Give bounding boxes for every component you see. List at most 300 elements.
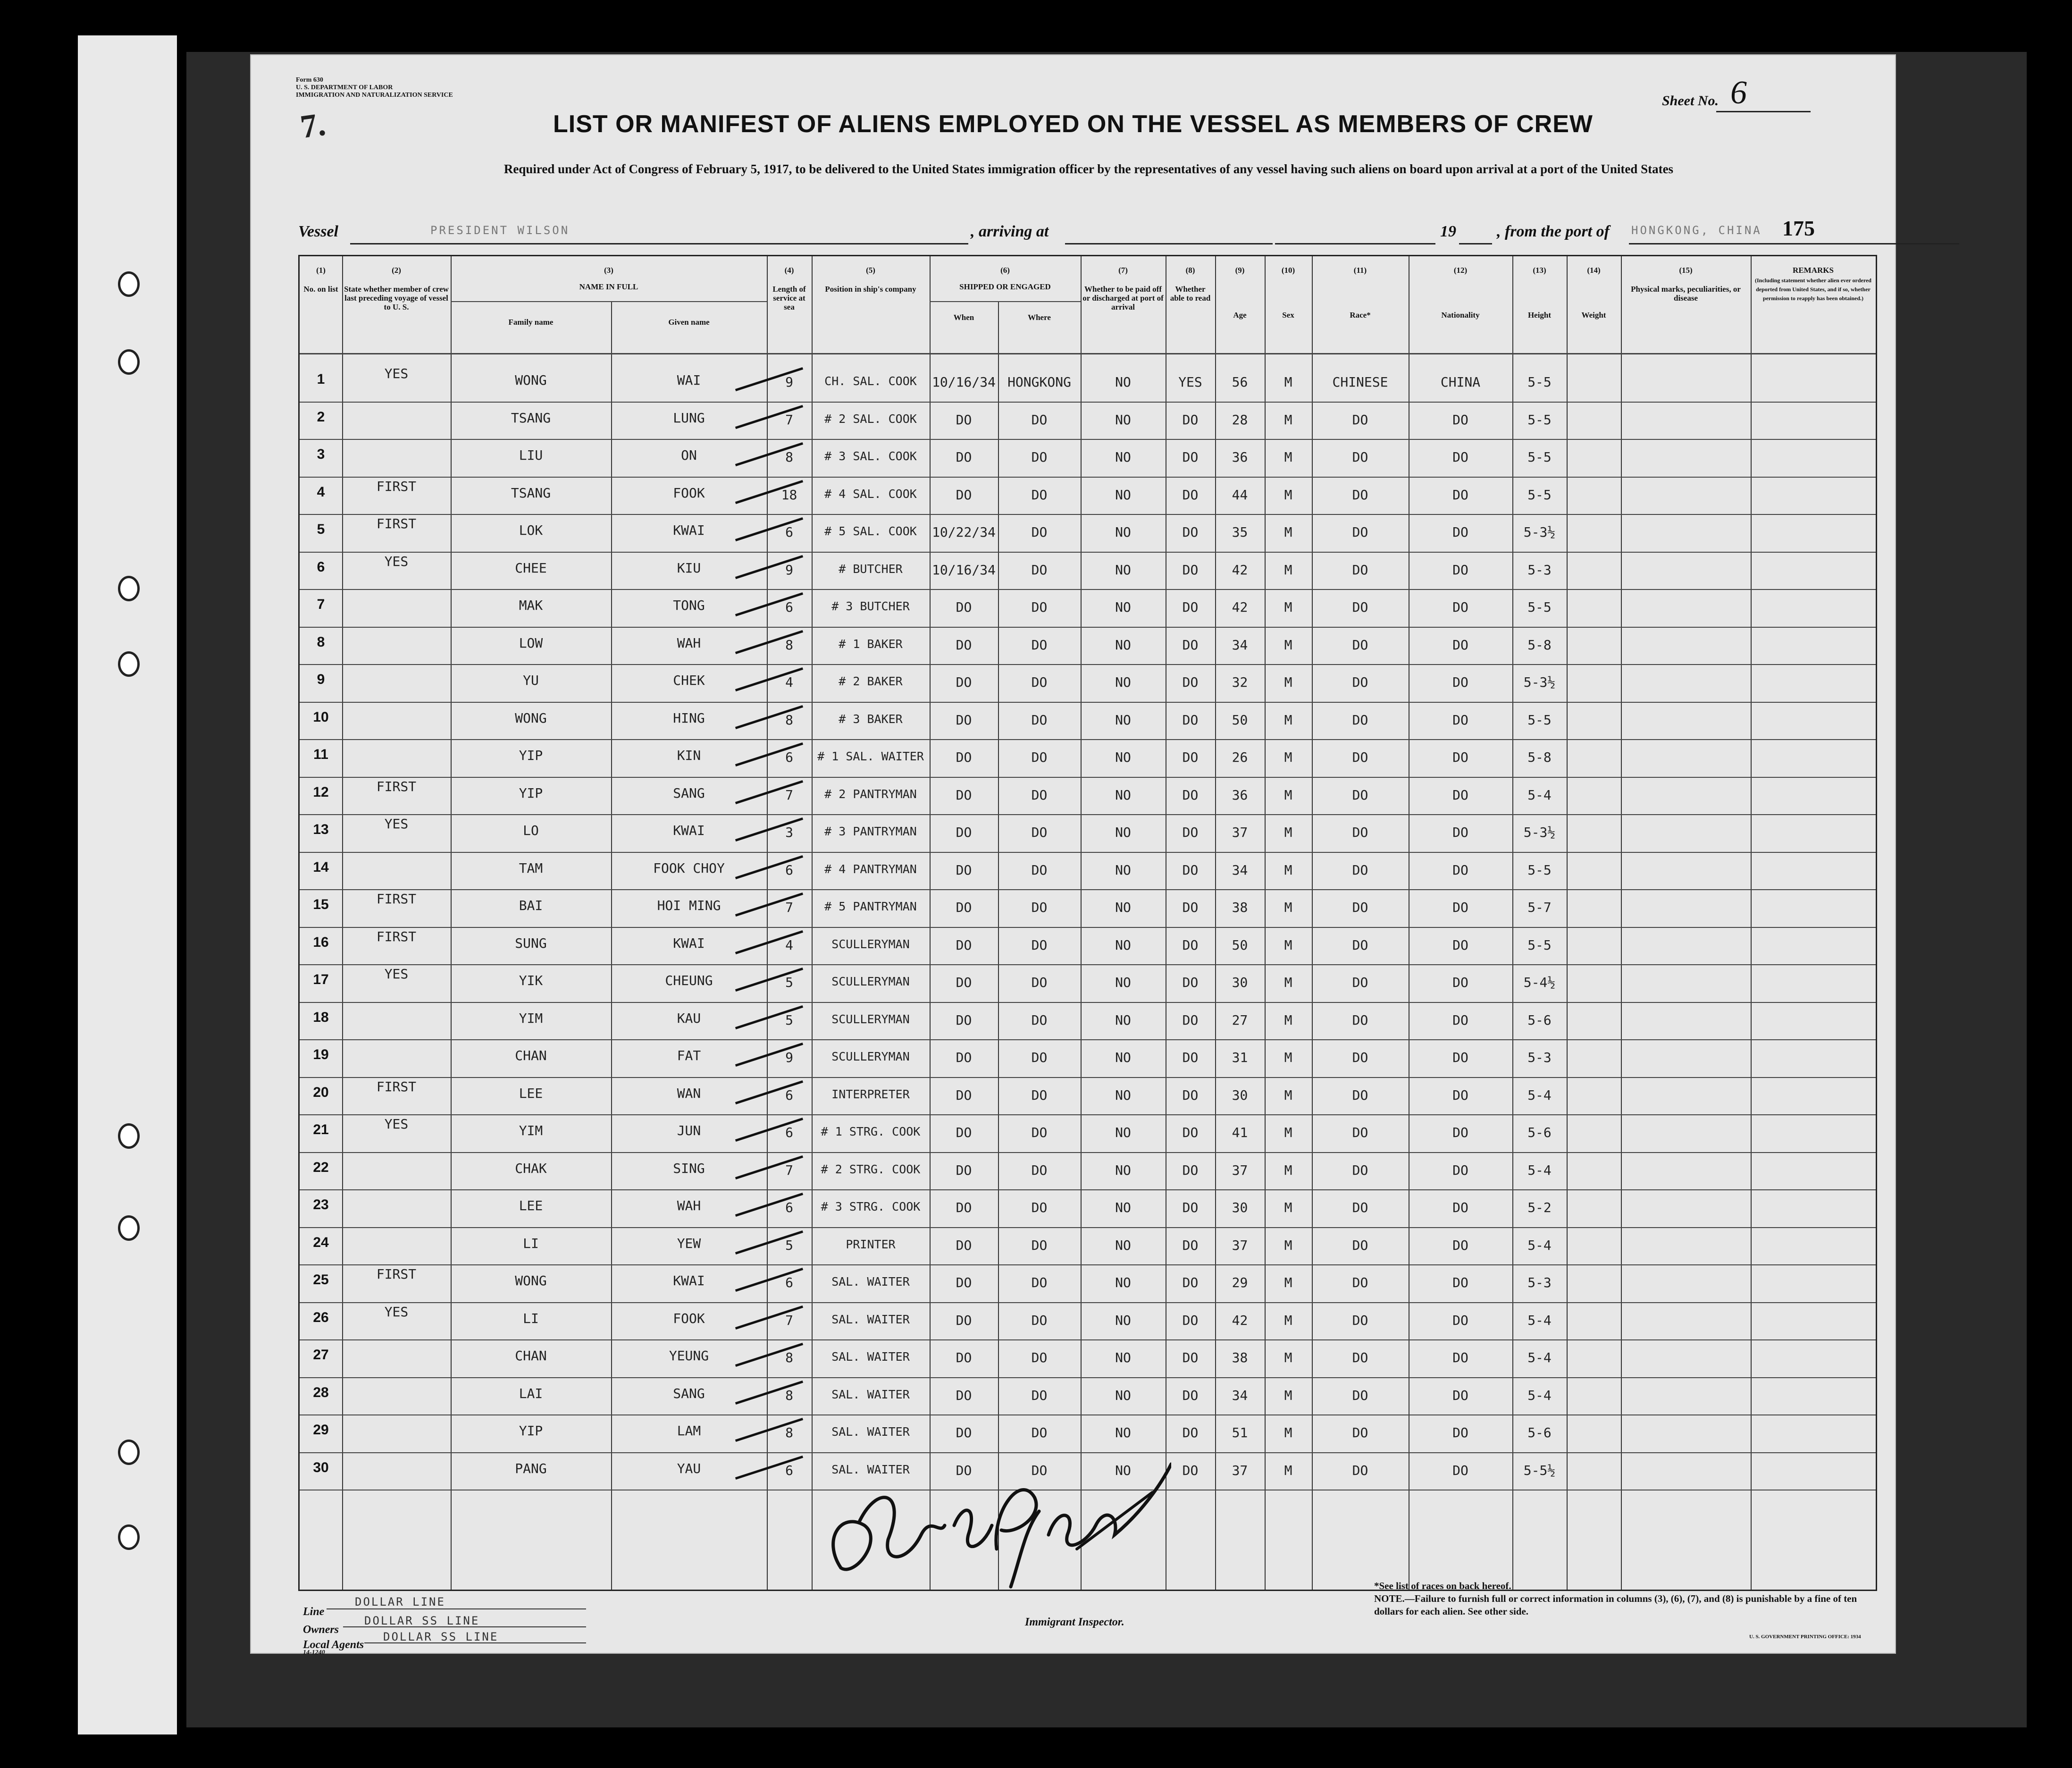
footnote	[1374, 1580, 1870, 1618]
column-number: (14)	[1587, 266, 1601, 275]
cell-position: # 4 PANTRYMAN	[824, 862, 917, 876]
row-number: 12	[313, 784, 329, 800]
row-number: 26	[313, 1309, 329, 1325]
cell-nationality: DO	[1452, 1275, 1468, 1290]
cell-nationality: DO	[1452, 937, 1468, 953]
cell-race: CHINESE	[1332, 374, 1388, 390]
row-rule	[300, 1377, 1876, 1378]
cell-service: 9	[785, 1050, 793, 1065]
from-port-label: , from the port of	[1497, 223, 1610, 240]
cell-family: LO	[523, 823, 539, 838]
cell-position: SAL. WAITER	[831, 1350, 910, 1364]
cell-height: 5-4	[1527, 1237, 1552, 1253]
cell-race: DO	[1352, 1462, 1368, 1478]
column-header: Whether to be paid off or discharged at port of arrival	[1082, 285, 1164, 312]
cell-position: # 3 STRG. COOK	[821, 1200, 921, 1213]
row-number: 5	[317, 522, 325, 537]
cell-position: # 1 SAL. WAITER	[817, 749, 924, 763]
cell-service: 6	[785, 1087, 793, 1103]
cell-where: DO	[1031, 1462, 1048, 1478]
row-rule	[300, 439, 1876, 440]
cell-nationality: DO	[1452, 449, 1468, 465]
cell-paid: NO	[1115, 1350, 1131, 1365]
cell-family: YIK	[519, 973, 543, 988]
cell-where: DO	[1031, 1387, 1048, 1403]
cell-age: 37	[1232, 1237, 1248, 1253]
cell-when: DO	[956, 1162, 972, 1178]
cell-age: 41	[1232, 1125, 1248, 1140]
manifest-document	[250, 54, 1896, 1654]
cell-position: SAL. WAITER	[831, 1462, 910, 1476]
cell-nationality: DO	[1452, 637, 1468, 653]
cell-read: DO	[1182, 862, 1199, 878]
printer-imprint: U. S. GOVERNMENT PRINTING OFFICE: 1934	[1749, 1634, 1861, 1640]
row-number: 30	[313, 1459, 329, 1475]
row-number: 6	[317, 559, 325, 575]
cell-position: SAL. WAITER	[831, 1312, 910, 1326]
cell-position: # 1 STRG. COOK	[821, 1125, 921, 1138]
cell-read: DO	[1182, 1387, 1199, 1403]
cell-height: 5-4	[1527, 1350, 1552, 1365]
cell-paid: NO	[1115, 1387, 1131, 1403]
cell-family: LEE	[519, 1198, 543, 1213]
cell-race: DO	[1352, 524, 1368, 540]
cell-service: 5	[785, 975, 793, 990]
cell-sex: M	[1284, 1237, 1292, 1253]
cell-position: # 2 SAL. COOK	[824, 412, 917, 426]
cell-nationality: DO	[1452, 749, 1468, 765]
row-rule	[300, 1002, 1876, 1003]
cell-given: TONG	[673, 598, 705, 613]
cell-where: DO	[1031, 1425, 1048, 1440]
cell-height: 5-3	[1527, 1050, 1552, 1065]
cell-where: DO	[1031, 487, 1048, 503]
column-header: NAME IN FULL	[579, 282, 638, 291]
column-header: SHIPPED OR ENGAGED	[959, 282, 1051, 291]
cell-family: TSANG	[511, 485, 551, 501]
cell-height: 5-4	[1527, 787, 1552, 803]
agents-label: Local Agents	[303, 1639, 364, 1651]
cell-nationality: DO	[1452, 1162, 1468, 1178]
cell-sex: M	[1284, 1425, 1292, 1440]
cell-paid: NO	[1115, 787, 1131, 803]
cell-given: LUNG	[673, 410, 705, 426]
cell-read: DO	[1182, 787, 1199, 803]
cell-nationality: DO	[1452, 562, 1468, 578]
cell-family: LI	[523, 1310, 539, 1326]
cell-sex: M	[1284, 1350, 1292, 1365]
cell-when: DO	[956, 862, 972, 878]
row-rule	[300, 627, 1876, 628]
cell-race: DO	[1352, 1125, 1368, 1140]
cell-given: KAU	[677, 1010, 701, 1026]
cell-paid: NO	[1115, 975, 1131, 990]
cell-given: KWAI	[673, 823, 705, 838]
cell-service: 8	[785, 1425, 793, 1440]
cell-family: LOK	[519, 522, 543, 538]
cell-sex: M	[1284, 712, 1292, 728]
form-number: Form 630	[296, 76, 323, 84]
cell-read: DO	[1182, 749, 1199, 765]
vessel-rule	[350, 243, 968, 244]
cell-read: DO	[1182, 449, 1199, 465]
line-label: Line	[303, 1606, 325, 1618]
cell-service: 4	[785, 674, 793, 690]
cell-position: # 5 SAL. COOK	[824, 524, 917, 538]
column-header: State whether member of crew last preceding voyage of vessel to U. S.	[344, 285, 449, 312]
cell-prev: YES	[384, 816, 409, 832]
row-rule	[300, 814, 1876, 815]
cell-height: 5-8	[1527, 637, 1552, 653]
cell-where: DO	[1031, 749, 1048, 765]
cell-height: 5-5	[1527, 712, 1552, 728]
cell-read: DO	[1182, 900, 1199, 915]
sheet-number: 6	[1730, 75, 1747, 111]
row-rule	[300, 664, 1876, 665]
vessel-name: PRESIDENT WILSON	[430, 224, 570, 237]
cell-read: DO	[1182, 1012, 1199, 1028]
port-rule	[1629, 243, 1959, 244]
cell-service: 3	[785, 825, 793, 840]
year-label: 19	[1440, 223, 1456, 240]
cell-paid: NO	[1115, 1050, 1131, 1065]
cell-sex: M	[1284, 975, 1292, 990]
cell-read: DO	[1182, 1087, 1199, 1103]
cell-where: DO	[1031, 862, 1048, 878]
cell-height: 5-6	[1527, 1425, 1552, 1440]
cell-position: # 3 BUTCHER	[831, 599, 910, 613]
cell-height: 5-7	[1527, 900, 1552, 915]
cell-height: 5-5	[1527, 937, 1552, 953]
cell-prev: YES	[384, 366, 409, 381]
cell-position: # 4 SAL. COOK	[824, 487, 917, 501]
cell-position: PRINTER	[846, 1237, 896, 1251]
cell-height: 5-4½	[1523, 975, 1556, 990]
row-number: 28	[313, 1384, 329, 1400]
cell-service: 9	[785, 374, 793, 390]
cell-given: WAN	[677, 1085, 701, 1101]
cell-height: 5-5	[1527, 862, 1552, 878]
vessel-line	[251, 216, 1895, 249]
cell-family: YIP	[519, 748, 543, 763]
cell-paid: NO	[1115, 862, 1131, 878]
cell-nationality: DO	[1452, 787, 1468, 803]
cell-service: 8	[785, 449, 793, 465]
cell-paid: NO	[1115, 900, 1131, 915]
cell-given: LAM	[677, 1423, 701, 1439]
cell-position: SAL. WAITER	[831, 1387, 910, 1401]
owners-value: DOLLAR SS LINE	[364, 1614, 480, 1627]
cell-when: DO	[956, 787, 972, 803]
cell-when: DO	[956, 637, 972, 653]
column-number: (11)	[1353, 266, 1367, 275]
cell-given: ON	[681, 447, 697, 463]
cell-sex: M	[1284, 599, 1292, 615]
cell-sex: M	[1284, 1162, 1292, 1178]
cell-paid: NO	[1115, 562, 1131, 578]
cell-sex: M	[1284, 787, 1292, 803]
cell-height: 5-3	[1527, 562, 1552, 578]
cell-paid: NO	[1115, 825, 1131, 840]
punch-hole	[118, 349, 140, 375]
cell-where: DO	[1031, 412, 1048, 428]
row-rule	[300, 889, 1876, 890]
row-rule	[300, 1189, 1876, 1190]
inspector-signature	[813, 1455, 1171, 1596]
cell-height: 5-8	[1527, 749, 1552, 765]
cell-age: 36	[1232, 787, 1248, 803]
cell-read: DO	[1182, 1425, 1199, 1440]
cell-given: CHEK	[673, 673, 705, 688]
cell-nationality: DO	[1452, 862, 1468, 878]
cell-when: DO	[956, 749, 972, 765]
where-header: Where	[1028, 313, 1051, 322]
cell-prev: FIRST	[376, 928, 417, 944]
row-rule	[300, 402, 1876, 403]
cell-given: WAH	[677, 1198, 701, 1213]
cell-read: DO	[1182, 637, 1199, 653]
cell-read: DO	[1182, 562, 1199, 578]
cell-position: SAL. WAITER	[831, 1275, 910, 1288]
cell-race: DO	[1352, 825, 1368, 840]
cell-race: DO	[1352, 1425, 1368, 1440]
cell-given: HING	[673, 710, 705, 726]
cell-sex: M	[1284, 825, 1292, 840]
cell-race: DO	[1352, 1387, 1368, 1403]
line-rule	[327, 1608, 586, 1609]
column-number: (8)	[1185, 266, 1195, 275]
cell-race: DO	[1352, 599, 1368, 615]
cell-age: 36	[1232, 449, 1248, 465]
row-number: 11	[313, 747, 328, 762]
cell-when: 10/22/34	[932, 524, 996, 540]
cell-read: DO	[1182, 975, 1199, 990]
cell-height: 5-3½	[1523, 524, 1556, 540]
races-note: *See list of races on back hereof.	[1374, 1580, 1511, 1591]
cell-position: SCULLERYMAN	[831, 975, 910, 988]
cell-position: SCULLERYMAN	[831, 1050, 910, 1063]
cell-position: # 3 PANTRYMAN	[824, 825, 917, 838]
cell-sex: M	[1284, 637, 1292, 653]
row-number: 1	[317, 371, 325, 387]
cell-when: DO	[956, 1237, 972, 1253]
port-name: HONGKONG, CHINA	[1631, 224, 1762, 237]
row-number: 16	[313, 934, 329, 950]
row-number: 24	[313, 1234, 329, 1250]
cell-prev: YES	[384, 1116, 409, 1132]
punch-hole	[118, 1524, 140, 1550]
cell-position: SAL. WAITER	[831, 1425, 910, 1439]
column-header: No. on list	[303, 285, 338, 294]
cell-read: DO	[1182, 1350, 1199, 1365]
row-number: 18	[313, 1009, 329, 1025]
cell-when: DO	[956, 1012, 972, 1028]
cell-nationality: DO	[1452, 975, 1468, 990]
cell-family: WONG	[515, 710, 547, 726]
cell-race: DO	[1352, 487, 1368, 503]
cell-height: 5-4	[1527, 1312, 1552, 1328]
cell-age: 31	[1232, 1050, 1248, 1065]
cell-paid: NO	[1115, 1012, 1131, 1028]
cell-sex: M	[1284, 1387, 1292, 1403]
cell-height: 5-5	[1527, 412, 1552, 428]
cell-height: 5-5	[1527, 449, 1552, 465]
column-number: (3)	[604, 266, 613, 275]
cell-when: DO	[956, 975, 972, 990]
cell-prev: YES	[384, 553, 409, 569]
cell-age: 35	[1232, 524, 1248, 540]
row-number: 4	[317, 484, 325, 500]
row-rule	[300, 1452, 1876, 1453]
cell-family: MAK	[519, 598, 543, 613]
cell-age: 38	[1232, 1350, 1248, 1365]
cell-service: 8	[785, 1350, 793, 1365]
cell-position: # 5 PANTRYMAN	[824, 900, 917, 913]
arriving-label: , arriving at	[971, 223, 1049, 240]
cell-service: 9	[785, 562, 793, 578]
row-number: 10	[313, 709, 329, 725]
cell-where: DO	[1031, 637, 1048, 653]
left-paper-strip	[78, 35, 177, 1734]
column-number: (7)	[1118, 266, 1128, 275]
row-number: 29	[313, 1422, 329, 1438]
row-number: 15	[313, 897, 329, 912]
cell-nationality: DO	[1452, 1050, 1468, 1065]
cell-nationality: DO	[1452, 674, 1468, 690]
cell-where: DO	[1031, 787, 1048, 803]
row-rule	[300, 927, 1876, 928]
cell-age: 30	[1232, 1200, 1248, 1215]
row-number: 3	[317, 446, 325, 462]
agents-rule	[364, 1642, 586, 1643]
cell-given: KIU	[677, 560, 701, 576]
cell-sex: M	[1284, 524, 1292, 540]
row-rule	[300, 852, 1876, 853]
cell-family: YIM	[519, 1010, 543, 1026]
cell-where: DO	[1031, 1162, 1048, 1178]
cell-service: 6	[785, 749, 793, 765]
cell-paid: NO	[1115, 1275, 1131, 1290]
cell-paid: NO	[1115, 712, 1131, 728]
department-name: U. S. DEPARTMENT OF LABOR	[296, 84, 393, 91]
cell-when: DO	[956, 1387, 972, 1403]
cell-nationality: DO	[1452, 412, 1468, 428]
row-rule	[300, 1039, 1876, 1040]
cell-paid: NO	[1115, 637, 1131, 653]
cell-service: 18	[781, 487, 797, 503]
cell-family: WONG	[515, 372, 547, 388]
remarks-note: (Including statement whether alien ever ordered deported from United States, and if so, whether permission to reapply has been obtained.)	[1755, 277, 1871, 302]
cell-position: # 2 STRG. COOK	[821, 1162, 921, 1176]
cell-service: 5	[785, 1237, 793, 1253]
cell-age: 44	[1232, 487, 1248, 503]
cell-sex: M	[1284, 374, 1292, 390]
column-divider	[1567, 256, 1568, 1590]
cell-race: DO	[1352, 1050, 1368, 1065]
row-rule	[300, 1152, 1876, 1153]
cell-service: 6	[785, 1125, 793, 1140]
cell-service: 5	[785, 1012, 793, 1028]
cell-given: YEW	[677, 1235, 701, 1251]
cell-height: 5-2	[1527, 1200, 1552, 1215]
cell-service: 7	[785, 412, 793, 428]
cell-read: DO	[1182, 1237, 1199, 1253]
cell-service: 8	[785, 1387, 793, 1403]
cell-when: DO	[956, 900, 972, 915]
cell-given: JUN	[677, 1123, 701, 1138]
cell-family: SUNG	[515, 935, 547, 951]
cell-where: DO	[1031, 1350, 1048, 1365]
cell-read: DO	[1182, 1462, 1199, 1478]
cell-race: DO	[1352, 1012, 1368, 1028]
row-number: 8	[317, 634, 325, 650]
cell-prev: FIRST	[376, 478, 417, 494]
cell-prev: FIRST	[376, 516, 417, 531]
cell-service: 6	[785, 1200, 793, 1215]
cell-nationality: DO	[1452, 1087, 1468, 1103]
cell-where: DO	[1031, 900, 1048, 915]
cell-sex: M	[1284, 900, 1292, 915]
cell-read: DO	[1182, 1050, 1199, 1065]
cell-prev: FIRST	[376, 1078, 417, 1094]
cell-read: DO	[1182, 712, 1199, 728]
cell-when: DO	[956, 1350, 972, 1365]
row-rule	[300, 514, 1876, 515]
cell-paid: NO	[1115, 1312, 1131, 1328]
cell-given: YAU	[677, 1460, 701, 1476]
cell-position: # 3 BAKER	[839, 712, 903, 726]
cell-where: DO	[1031, 1200, 1048, 1215]
cell-family: LOW	[519, 635, 543, 651]
line-value: DOLLAR LINE	[355, 1595, 445, 1608]
cell-paid: NO	[1115, 487, 1131, 503]
cell-read: DO	[1182, 524, 1199, 540]
cell-when: DO	[956, 1462, 972, 1478]
cell-service: 7	[785, 900, 793, 915]
cell-age: 26	[1232, 749, 1248, 765]
column-header: Position in ship's company	[825, 285, 916, 294]
cell-service: 7	[785, 787, 793, 803]
cell-given: SANG	[673, 785, 705, 801]
cell-when: 10/16/34	[932, 562, 996, 578]
cell-nationality: DO	[1452, 524, 1468, 540]
cell-given: FOOK CHOY	[653, 860, 725, 876]
column-number: (5)	[866, 266, 875, 275]
column-divider	[1621, 256, 1622, 1590]
column-divider	[342, 256, 343, 1590]
cell-nationality: DO	[1452, 1237, 1468, 1253]
cell-when: DO	[956, 937, 972, 953]
cell-service: 7	[785, 1312, 793, 1328]
column-header: Weight	[1581, 311, 1606, 320]
punch-hole	[118, 651, 140, 677]
cell-paid: NO	[1115, 1125, 1131, 1140]
cell-given: SING	[673, 1160, 705, 1176]
cell-nationality: DO	[1452, 599, 1468, 615]
cell-family: PANG	[515, 1460, 547, 1476]
cell-where: DO	[1031, 449, 1048, 465]
row-rule	[300, 964, 1876, 965]
cell-race: DO	[1352, 1087, 1368, 1103]
cell-read: DO	[1182, 1312, 1199, 1328]
cell-family: BAI	[519, 898, 543, 913]
cell-race: DO	[1352, 937, 1368, 953]
cell-given: WAH	[677, 635, 701, 651]
page-title: LIST OR MANIFEST OF ALIENS EMPLOYED ON THE VESSEL AS MEMBERS OF CREW	[553, 110, 1593, 138]
cell-given: SANG	[673, 1385, 705, 1401]
row-rule	[300, 477, 1876, 478]
cell-age: 27	[1232, 1012, 1248, 1028]
